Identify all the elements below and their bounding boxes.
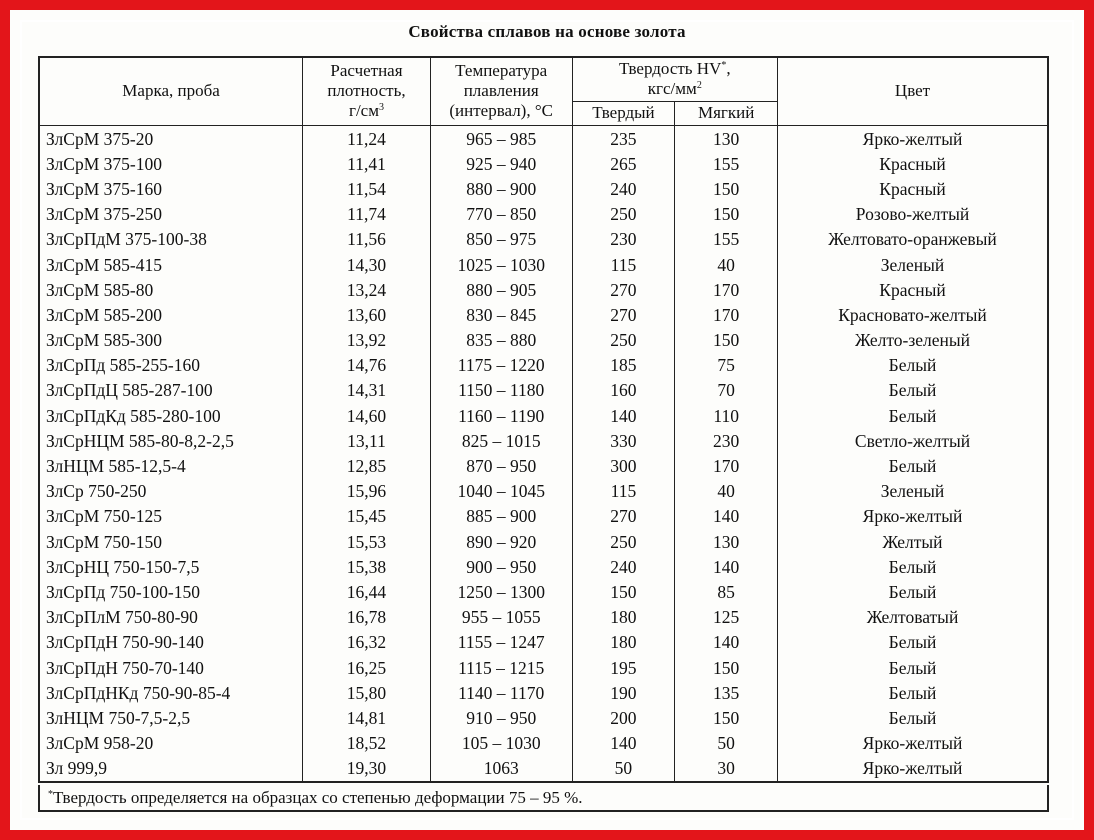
cell-color: Красный — [778, 152, 1048, 177]
cell-hardness-soft: 30 — [675, 756, 778, 782]
cell-melting-range: 1150 – 1180 — [430, 378, 572, 403]
cell-hardness-solid: 250 — [572, 530, 675, 555]
cell-density: 11,54 — [303, 177, 431, 202]
footnote-mark: * — [48, 789, 53, 800]
table-row — [39, 479, 1048, 504]
cell-color: Белый — [778, 681, 1048, 706]
cell-melting-range: 885 – 900 — [430, 504, 572, 529]
cell-color: Ярко-желтый — [778, 504, 1048, 529]
cell-hardness-soft: 150 — [675, 177, 778, 202]
cell-melting-range: 1115 – 1215 — [430, 655, 572, 680]
cell-hardness-soft: 70 — [675, 378, 778, 403]
cell-hardness-solid: 180 — [572, 630, 675, 655]
cell-hardness-soft: 150 — [675, 706, 778, 731]
header-color: Цвет — [778, 57, 1048, 125]
cell-hardness-solid: 140 — [572, 731, 675, 756]
cell-melting-range: 1175 – 1220 — [430, 353, 572, 378]
table-row — [39, 630, 1048, 655]
table-row — [39, 278, 1048, 303]
cell-hardness-soft: 50 — [675, 731, 778, 756]
cell-hardness-solid: 300 — [572, 454, 675, 479]
cell-hardness-soft: 155 — [675, 152, 778, 177]
cell-density: 13,24 — [303, 278, 431, 303]
cell-grade: ЗлСрПдКд 585-280-100 — [39, 404, 303, 429]
cell-grade: ЗлСрНЦ 750-150-7,5 — [39, 555, 303, 580]
cell-hardness-solid: 240 — [572, 177, 675, 202]
cell-density: 16,44 — [303, 580, 431, 605]
table-row — [39, 353, 1048, 378]
cell-color: Ярко-желтый — [778, 756, 1048, 782]
cell-grade: ЗлСрМ 375-20 — [39, 125, 303, 152]
cell-grade: ЗлСрПдЦ 585-287-100 — [39, 378, 303, 403]
cell-melting-range: 965 – 985 — [430, 125, 572, 152]
cell-density: 13,60 — [303, 303, 431, 328]
cell-density: 14,76 — [303, 353, 431, 378]
footnote-text: Твердость определяется на образцах со степенью деформации 75 – 95 %. — [53, 788, 583, 807]
cell-grade: ЗлСрМ 585-200 — [39, 303, 303, 328]
cell-melting-range: 850 – 975 — [430, 227, 572, 252]
cell-density: 15,96 — [303, 479, 431, 504]
cell-color: Белый — [778, 404, 1048, 429]
table-body — [39, 125, 1048, 782]
table-row — [39, 252, 1048, 277]
cell-hardness-soft: 170 — [675, 303, 778, 328]
cell-melting-range: 1063 — [430, 756, 572, 782]
cell-color: Белый — [778, 706, 1048, 731]
cell-color: Желтый — [778, 530, 1048, 555]
cell-melting-range: 1040 – 1045 — [430, 479, 572, 504]
cell-color: Зеленый — [778, 252, 1048, 277]
cell-hardness-solid: 270 — [572, 278, 675, 303]
table-row — [39, 227, 1048, 252]
cell-hardness-solid: 185 — [572, 353, 675, 378]
cell-hardness-solid: 235 — [572, 125, 675, 152]
cell-density: 11,74 — [303, 202, 431, 227]
header-hardness-soft: Мягкий — [675, 101, 778, 125]
cell-melting-range: 910 – 950 — [430, 706, 572, 731]
cell-hardness-soft: 110 — [675, 404, 778, 429]
cell-color: Белый — [778, 630, 1048, 655]
table-row — [39, 404, 1048, 429]
cell-grade: ЗлСрПд 585-255-160 — [39, 353, 303, 378]
cell-hardness-soft: 150 — [675, 655, 778, 680]
cell-melting-range: 1025 – 1030 — [430, 252, 572, 277]
cell-grade: ЗлСрПдМ 375-100-38 — [39, 227, 303, 252]
cell-melting-range: 900 – 950 — [430, 555, 572, 580]
cell-melting-range: 870 – 950 — [430, 454, 572, 479]
table-row — [39, 580, 1048, 605]
cell-density: 16,32 — [303, 630, 431, 655]
cell-grade: ЗлСрПдН 750-90-140 — [39, 630, 303, 655]
cell-hardness-solid: 150 — [572, 580, 675, 605]
cell-hardness-soft: 130 — [675, 125, 778, 152]
cell-grade: ЗлСрМ 375-250 — [39, 202, 303, 227]
table-row — [39, 655, 1048, 680]
cell-melting-range: 880 – 900 — [430, 177, 572, 202]
cell-melting-range: 830 – 845 — [430, 303, 572, 328]
cell-hardness-solid: 180 — [572, 605, 675, 630]
cell-melting-range: 825 – 1015 — [430, 429, 572, 454]
cell-hardness-soft: 140 — [675, 555, 778, 580]
cell-color: Зеленый — [778, 479, 1048, 504]
cell-hardness-solid: 240 — [572, 555, 675, 580]
cell-hardness-soft: 135 — [675, 681, 778, 706]
cell-hardness-solid: 330 — [572, 429, 675, 454]
cell-grade: ЗлНЦМ 750-7,5-2,5 — [39, 706, 303, 731]
cell-hardness-solid: 160 — [572, 378, 675, 403]
table-row — [39, 605, 1048, 630]
cell-hardness-soft: 130 — [675, 530, 778, 555]
cell-melting-range: 1155 – 1247 — [430, 630, 572, 655]
cell-density: 14,60 — [303, 404, 431, 429]
table-row — [39, 530, 1048, 555]
cell-hardness-solid: 270 — [572, 504, 675, 529]
cell-melting-range: 770 – 850 — [430, 202, 572, 227]
table-title: Свойства сплавов на основе золота — [408, 22, 686, 41]
cell-hardness-solid: 115 — [572, 252, 675, 277]
cell-hardness-soft: 140 — [675, 504, 778, 529]
table-row — [39, 429, 1048, 454]
cell-hardness-solid: 50 — [572, 756, 675, 782]
cell-density: 11,24 — [303, 125, 431, 152]
table-row — [39, 303, 1048, 328]
cell-color: Желто-зеленый — [778, 328, 1048, 353]
cell-density: 14,31 — [303, 378, 431, 403]
cell-grade: ЗлСрПлМ 750-80-90 — [39, 605, 303, 630]
cell-color: Белый — [778, 378, 1048, 403]
cell-grade: ЗлСрМ 585-80 — [39, 278, 303, 303]
table-row — [39, 152, 1048, 177]
cell-hardness-soft: 150 — [675, 202, 778, 227]
cell-grade: ЗлСрМ 585-300 — [39, 328, 303, 353]
cell-density: 15,53 — [303, 530, 431, 555]
cell-hardness-soft: 140 — [675, 630, 778, 655]
cell-hardness-solid: 230 — [572, 227, 675, 252]
cell-hardness-soft: 170 — [675, 454, 778, 479]
cell-color: Белый — [778, 580, 1048, 605]
cell-density: 11,41 — [303, 152, 431, 177]
cell-melting-range: 925 – 940 — [430, 152, 572, 177]
cell-grade: ЗлСрМ 375-160 — [39, 177, 303, 202]
cell-grade: ЗлСр 750-250 — [39, 479, 303, 504]
cell-grade: ЗлСрМ 375-100 — [39, 152, 303, 177]
cell-hardness-soft: 125 — [675, 605, 778, 630]
cell-density: 16,25 — [303, 655, 431, 680]
cell-melting-range: 1250 – 1300 — [430, 580, 572, 605]
cell-melting-range: 890 – 920 — [430, 530, 572, 555]
cell-hardness-soft: 75 — [675, 353, 778, 378]
header-grade: Марка, проба — [39, 57, 303, 125]
cell-grade: Зл 999,9 — [39, 756, 303, 782]
cell-density: 15,45 — [303, 504, 431, 529]
alloy-properties-table — [38, 56, 1049, 783]
cell-melting-range: 1160 – 1190 — [430, 404, 572, 429]
cell-density: 18,52 — [303, 731, 431, 756]
header-hardness: Твердость HV*, кгс/$мм^2$ — [572, 57, 778, 101]
table-row — [39, 125, 1048, 152]
cell-hardness-solid: 270 — [572, 303, 675, 328]
cell-hardness-solid: 190 — [572, 681, 675, 706]
cell-color: Желтовато-оранжевый — [778, 227, 1048, 252]
cell-melting-range: 1140 – 1170 — [430, 681, 572, 706]
cell-color: Красновато-желтый — [778, 303, 1048, 328]
cell-hardness-soft: 150 — [675, 328, 778, 353]
cell-density: 16,78 — [303, 605, 431, 630]
cell-grade: ЗлСрПдН 750-70-140 — [39, 655, 303, 680]
cell-grade: ЗлСрНЦМ 585-80-8,2-2,5 — [39, 429, 303, 454]
table-header — [39, 57, 1048, 125]
table-row — [39, 756, 1048, 782]
cell-density: 15,38 — [303, 555, 431, 580]
table-row — [39, 328, 1048, 353]
cell-color: Белый — [778, 655, 1048, 680]
cell-melting-range: 880 – 905 — [430, 278, 572, 303]
cell-hardness-solid: 115 — [572, 479, 675, 504]
table-row — [39, 504, 1048, 529]
table-row — [39, 177, 1048, 202]
cell-density: 11,56 — [303, 227, 431, 252]
table-row — [39, 202, 1048, 227]
cell-grade: ЗлСрМ 750-150 — [39, 530, 303, 555]
cell-color: Красный — [778, 278, 1048, 303]
cell-hardness-solid: 265 — [572, 152, 675, 177]
cell-hardness-soft: 85 — [675, 580, 778, 605]
cell-color: Розово-желтый — [778, 202, 1048, 227]
cell-density: 15,80 — [303, 681, 431, 706]
cell-melting-range: 835 – 880 — [430, 328, 572, 353]
cell-melting-range: 105 – 1030 — [430, 731, 572, 756]
cell-color: Ярко-желтый — [778, 125, 1048, 152]
cell-hardness-solid: 200 — [572, 706, 675, 731]
header-melting: Температура плавления (интервал), °С — [430, 57, 572, 125]
cell-density: 14,81 — [303, 706, 431, 731]
cell-density: 13,92 — [303, 328, 431, 353]
cell-hardness-soft: 230 — [675, 429, 778, 454]
header-density: Расчетная плотность, $г/см^3$ — [303, 57, 431, 125]
cell-density: 13,11 — [303, 429, 431, 454]
cell-hardness-soft: 40 — [675, 252, 778, 277]
table-row — [39, 454, 1048, 479]
cell-color: Белый — [778, 555, 1048, 580]
cell-hardness-solid: 140 — [572, 404, 675, 429]
cell-grade: ЗлСрМ 750-125 — [39, 504, 303, 529]
cell-color: Белый — [778, 353, 1048, 378]
cell-grade: ЗлСрПд 750-100-150 — [39, 580, 303, 605]
cell-hardness-soft: 155 — [675, 227, 778, 252]
cell-color: Светло-желтый — [778, 429, 1048, 454]
cell-hardness-solid: 195 — [572, 655, 675, 680]
footnote — [38, 785, 1049, 812]
table-row — [39, 706, 1048, 731]
cell-color: Желтоватый — [778, 605, 1048, 630]
cell-hardness-solid: 250 — [572, 328, 675, 353]
cell-density: 12,85 — [303, 454, 431, 479]
table-row — [39, 731, 1048, 756]
cell-hardness-soft: 40 — [675, 479, 778, 504]
cell-color: Ярко-желтый — [778, 731, 1048, 756]
cell-grade: ЗлНЦМ 585-12,5-4 — [39, 454, 303, 479]
cell-melting-range: 955 – 1055 — [430, 605, 572, 630]
table-row — [39, 378, 1048, 403]
cell-color: Белый — [778, 454, 1048, 479]
cell-density: 14,30 — [303, 252, 431, 277]
cell-hardness-soft: 170 — [675, 278, 778, 303]
cell-hardness-solid: 250 — [572, 202, 675, 227]
cell-grade: ЗлСрМ 585-415 — [39, 252, 303, 277]
cell-grade: ЗлСрМ 958-20 — [39, 731, 303, 756]
cell-color: Красный — [778, 177, 1048, 202]
table-row — [39, 681, 1048, 706]
cell-grade: ЗлСрПдНКд 750-90-85-4 — [39, 681, 303, 706]
cell-density: 19,30 — [303, 756, 431, 782]
header-hardness-solid: Твердый — [572, 101, 675, 125]
table-row — [39, 555, 1048, 580]
